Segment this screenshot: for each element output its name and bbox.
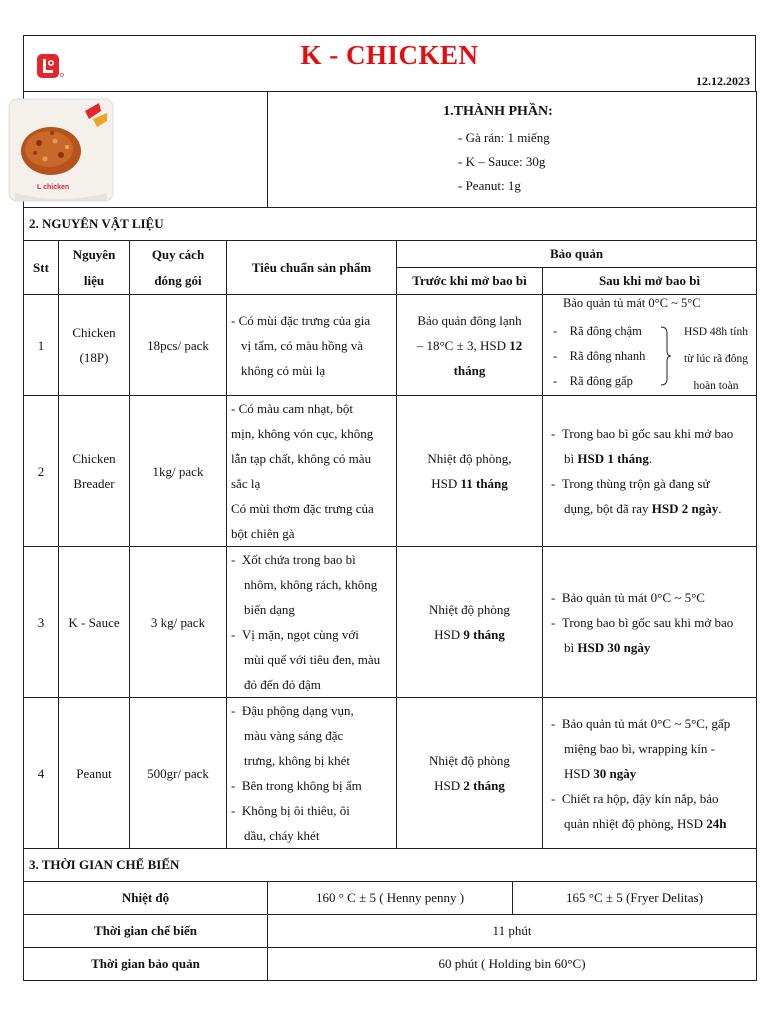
row-packaging: 1kg/ pack — [130, 396, 227, 547]
composition-table — [23, 91, 757, 208]
row-standard: - Có màu cam nhạt, bột mịn, không vón cục, không lẫn tạp chất, không có màu sắc lạ Có mùi thơm đặc trưng của bột chiên gà — [227, 396, 397, 547]
row-material: K - Sauce — [59, 547, 130, 698]
time-value: 11 phút — [268, 915, 757, 948]
temp-label: Nhiệt độ — [24, 882, 268, 915]
table-row — [24, 698, 757, 849]
composition-heading: 1.THÀNH PHẦN: — [443, 103, 553, 119]
processing-heading: 3. THỜI GIAN CHẾ BIẾN — [24, 849, 757, 882]
bracket-icon — [659, 323, 673, 389]
row-standard: - Có mùi đặc trưng của gia vị tẩm, có màu hồng và không có mùi lạ — [227, 295, 397, 396]
col-material: Nguyên liệu — [59, 241, 130, 295]
row-before-open: Nhiệt độ phòng HSD 2 tháng — [397, 698, 543, 849]
product-photo — [7, 97, 115, 203]
row-standard: - Xốt chứa trong bao bì nhôm, không rách, không biến dạng - Vị mặn, ngọt cùng với mùi quế với tiêu đen, màu đỏ đến đỏ đậm — [227, 547, 397, 698]
processing-table — [23, 848, 757, 981]
row-material: Chicken Breader — [59, 396, 130, 547]
row-packaging: 18pcs/ pack — [130, 295, 227, 396]
row-stt: 4 — [24, 698, 59, 849]
row-after-open: - Bảo quản tủ mát 0°C ~ 5°C - Trong bao bì gốc sau khi mở bao bì HSD 30 ngày — [543, 547, 757, 698]
composition-item: - K – Sauce: 30g — [458, 153, 546, 169]
materials-heading: 2. NGUYÊN VẬT LIỆU — [24, 208, 757, 241]
col-storage: Bảo quản — [397, 241, 757, 268]
header-table — [23, 35, 756, 92]
table-row — [24, 295, 757, 396]
col-standard: Tiêu chuẩn sản phẩm — [227, 241, 397, 295]
row-before-open: Nhiệt độ phòng HSD 9 tháng — [397, 547, 543, 698]
hold-label: Thời gian bảo quản — [24, 948, 268, 981]
col-packaging: Quy cách đóng gói — [130, 241, 227, 295]
row-standard: - Đậu phộng dạng vụn, màu vàng sáng đặc trưng, không bị khét - Bên trong không bị ẩm - Không bị ôi thiêu, ôi dầu, cháy khét — [227, 698, 397, 849]
table-row — [24, 547, 757, 698]
col-stt: Stt — [24, 241, 59, 295]
composition-item: - Peanut: 1g — [458, 177, 521, 193]
hold-value: 60 phút ( Holding bin 60°C) — [268, 948, 757, 981]
temp-henny-penny: 160 ° C ± 5 ( Henny penny ) — [268, 882, 513, 915]
plate-brand-text: L chicken — [37, 183, 70, 191]
product-photo-cell — [24, 92, 268, 208]
time-label: Thời gian chế biến — [24, 915, 268, 948]
row-before-open: Bảo quản đông lạnh – 18°C ± 3, HSD 12 tháng — [397, 295, 543, 396]
row-after-open: Bảo quản tủ mát 0°C ~ 5°C - Rã đông chậm - Rã đông nhanh - Rã đông gấp HSD 48h tính từ lúc rã đông hoàn toàn — [543, 295, 757, 396]
materials-table — [23, 207, 757, 849]
header-cell — [24, 36, 756, 92]
row-stt: 2 — [24, 396, 59, 547]
table-row — [24, 396, 757, 547]
row-packaging: 500gr/ pack — [130, 698, 227, 849]
row-stt: 1 — [24, 295, 59, 396]
page-title: K - CHICKEN — [300, 40, 479, 70]
col-after-open: Sau khi mở bao bì — [543, 268, 757, 295]
composition-cell — [268, 92, 757, 208]
spec-sheet — [23, 35, 756, 981]
col-before-open: Trước khi mở bao bì — [397, 268, 543, 295]
row-after-open: - Trong bao bì gốc sau khi mở bao bì HSD 1 tháng. - Trong thùng trộn gà đang sử dụng, bột đã ray HSD 2 ngày. — [543, 396, 757, 547]
temp-fryer-delitas: 165 °C ± 5 (Fryer Delitas) — [513, 882, 757, 915]
row-stt: 3 — [24, 547, 59, 698]
row-after-open: - Bảo quản tủ mát 0°C ~ 5°C, gấp miệng bao bì, wrapping kín - HSD 30 ngày - Chiết ra hộp, đậy kín nắp, bảo quản nhiệt độ phòng, HSD 24h — [543, 698, 757, 849]
row-packaging: 3 kg/ pack — [130, 547, 227, 698]
row-before-open: Nhiệt độ phòng, HSD 11 tháng — [397, 396, 543, 547]
row-material: Peanut — [59, 698, 130, 849]
document-date: 12.12.2023 — [696, 74, 750, 88]
row-material: Chicken (18P) — [59, 295, 130, 396]
composition-item: - Gà rán: 1 miếng — [458, 129, 550, 145]
